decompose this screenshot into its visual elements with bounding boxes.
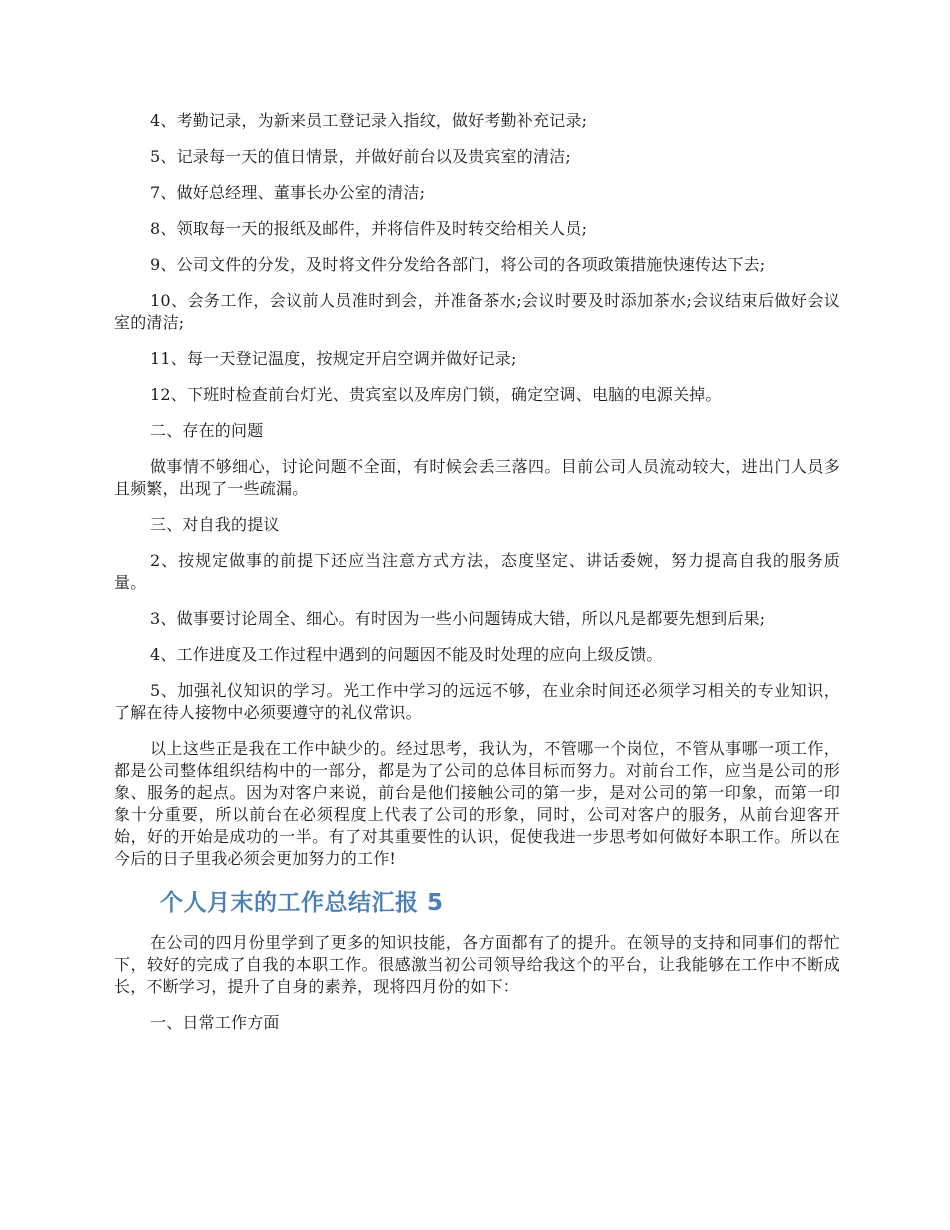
list-item-suggestion-2: 2、按规定做事的前提下还应当注意方式方法，态度坚定、讲话委婉，努力提高自我的服务质量。 (114, 551, 840, 592)
list-item-mail: 8、领取每一天的报纸及邮件，并将信件及时转交给相关人员; (150, 219, 588, 238)
list-item-suggestion-5: 5、加强礼仪知识的学习。光工作中学习的远远不够，在业余时间还必须学习相关的专业知识，了解在待人接物中必须要遵守的礼仪常识。 (114, 681, 840, 722)
document-content (114, 110, 840, 1048)
paragraph-problems: 做事情不够细心，讨论问题不全面，有时候会丢三落四。目前公司人员流动较大，进出门人员多且频繁，出现了一些疏漏。 (114, 457, 840, 498)
list-item-duty-record: 5、记录每一天的值日情景，并做好前台以及贵宾室的清洁; (150, 147, 571, 166)
list-item-documents: 9、公司文件的分发，及时将文件分发给各部门，将公司的各项政策措施快速传达下去; (150, 255, 766, 274)
list-item-suggestion-3: 3、做事要讨论周全、细心。有时因为一些小问题铸成大错，所以凡是都要先想到后果; (150, 609, 766, 628)
list-item-temperature: 11、每一天登记温度，按规定开启空调并做好记录; (150, 349, 517, 368)
list-item-attendance: 4、考勤记录，为新来员工登记录入指纹，做好考勤补充记录; (150, 111, 588, 130)
list-item-closing-check: 12、下班时检查前台灯光、贵宾室以及库房门锁，确定空调、电脑的电源关掉。 (150, 385, 722, 404)
section-heading-problems: 二、存在的问题 (150, 421, 264, 440)
list-item-meetings: 10、会务工作，会议前人员准时到会，并准备茶水;会议时要及时添加茶水;会议结束后做好会议室的清洁; (114, 291, 840, 332)
list-item-office-cleaning: 7、做好总经理、董事长办公室的清洁; (150, 183, 426, 202)
section-heading-suggestions: 三、对自我的提议 (150, 515, 280, 534)
paragraph-intro: 在公司的四月份里学到了更多的知识技能，各方面都有了的提升。在领导的支持和同事们的帮忙下，较好的完成了自我的本职工作。很感激当初公司领导给我这个的平台，让我能够在工作中不断成长，不断学习，提升了自身的素养，现将四月份的如下： (114, 933, 840, 996)
list-item-suggestion-4: 4、工作进度及工作过程中遇到的问题因不能及时处理的应向上级反馈。 (150, 645, 663, 664)
section-heading-daily-work: 一、日常工作方面 (150, 1013, 280, 1032)
section-title: 个人月末的工作总结汇报 5 (160, 890, 444, 916)
paragraph-conclusion: 以上这些正是我在工作中缺少的。经过思考，我认为，不管哪一个岗位，不管从事哪一项工作，都是公司整体组织结构中的一部分，都是为了公司的总体目标而努力。对前台工作，应当是公司的形象、服务的起点。因为对客户来说，前台是他们接触公司的第一步，是对公司的第一印象，而第一印象十分重要，所以前台在必须程度上代表了公司的形象，同时，公司对客户的服务，从前台迎客开始，好的开始是成功的一半。有了对其重要性的认识，促使我进一步思考如何做好本职工作。所以在今后的日子里我必须会更加努力的工作! (114, 739, 840, 868)
